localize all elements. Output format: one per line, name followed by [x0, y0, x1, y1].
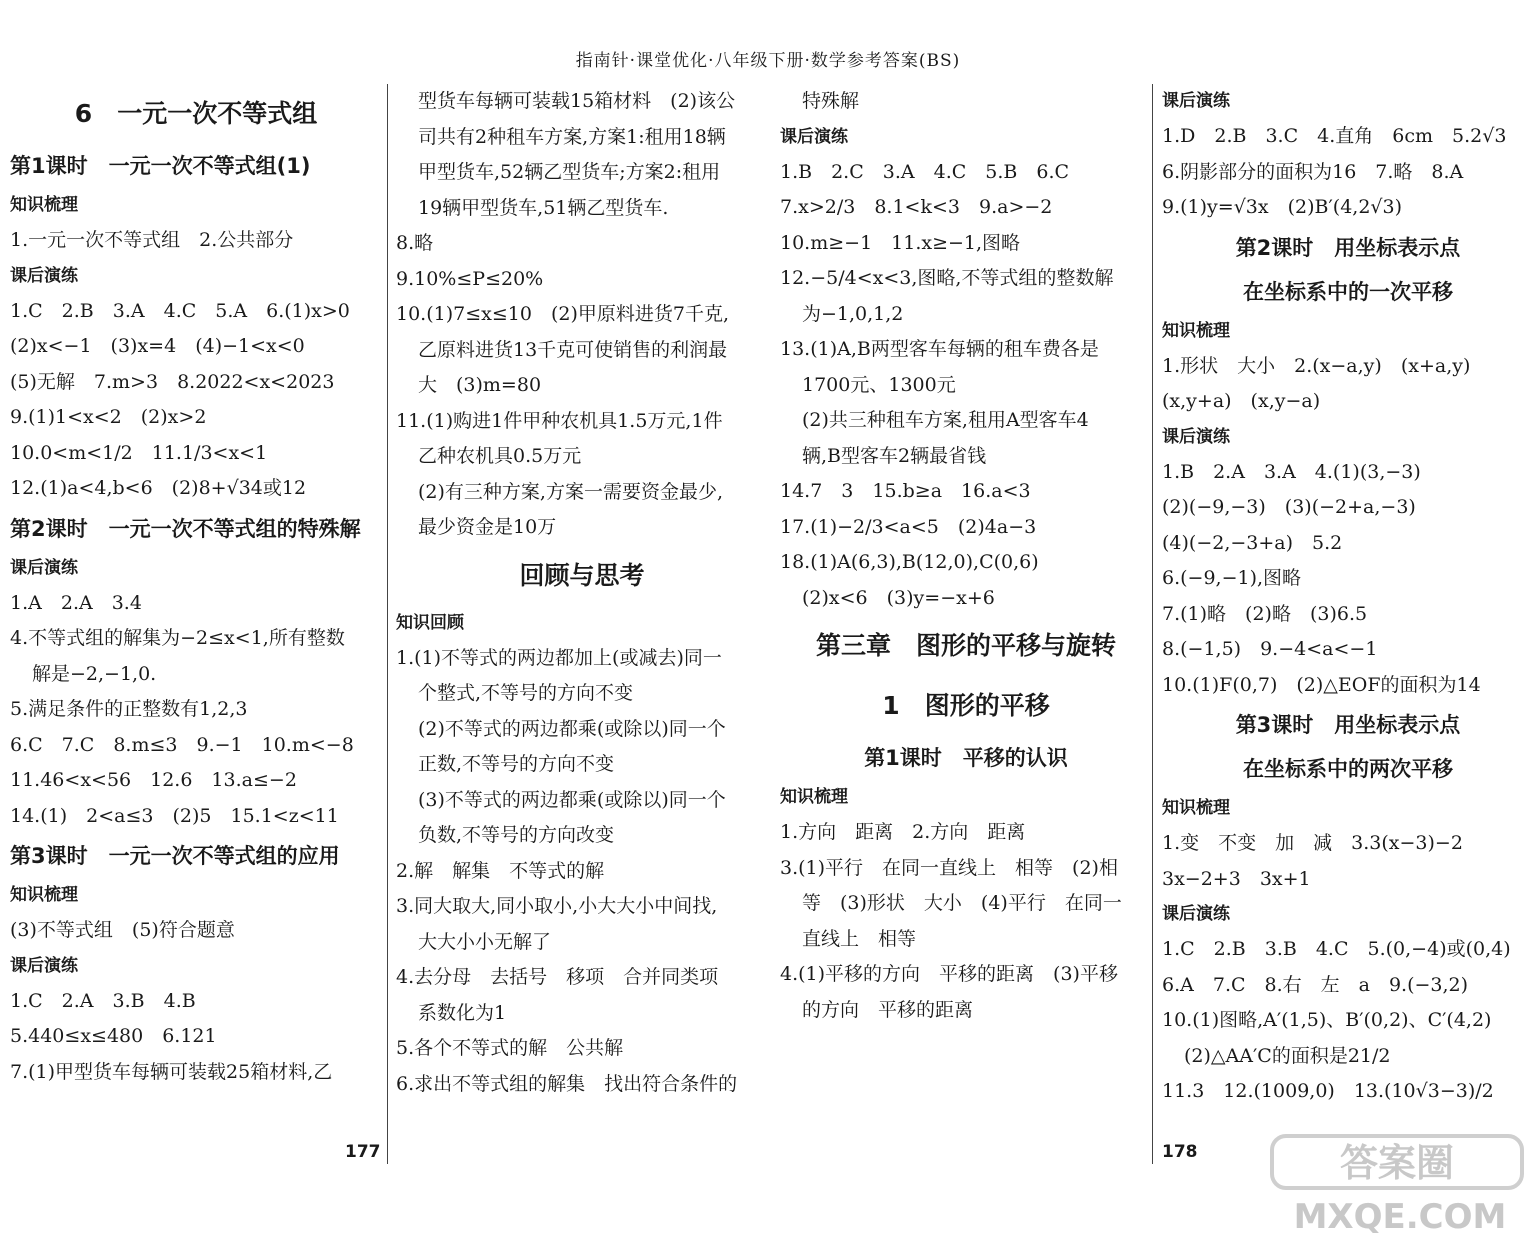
answer-continuation: (2)△AA′C的面积是21/2	[1184, 1044, 1391, 1067]
answer-line: (5)无解 7.m>3 8.2022<x<2023	[10, 370, 335, 393]
answer-line: 4.不等式组的解集为−2≤x<1,所有整数	[10, 627, 345, 649]
answer-line: 1.方向 距离 2.方向 距离	[780, 821, 1026, 843]
answer-continuation: 型货车每辆可装载15箱材料 (2)该公	[418, 90, 736, 112]
subsection-label: 知识梳理	[10, 195, 78, 215]
watermark-text: 答案圈	[1339, 1141, 1455, 1185]
watermark-logo	[1270, 1132, 1532, 1236]
answer-line: 1.D 2.B 3.C 4.直角 6cm 5.2√3	[1162, 125, 1507, 147]
answer-continuation: 乙原料进货13千克可使销售的利润最	[418, 338, 728, 361]
column-divider	[1152, 84, 1153, 1164]
subsection-label: 课后演练	[780, 126, 848, 147]
answer-line: 5.440≤x≤480 6.121	[10, 1025, 217, 1047]
answer-line: (4)(−2,−3+a) 5.2	[1162, 531, 1343, 554]
answer-continuation: 乙种农机具0.5万元	[418, 445, 582, 467]
lesson-heading: 第2课时 用坐标表示点	[1235, 235, 1461, 260]
subsection-label: 课后演练	[1162, 904, 1230, 924]
answer-continuation: (2)共三种租车方案,租用A型客车4	[802, 409, 1089, 431]
answer-line: 8.(−1,5) 9.−4<a<−1	[1162, 638, 1378, 660]
lesson-heading: 第1课时 一元一次不等式组(1)	[10, 154, 311, 178]
answer-continuation: 特殊解	[802, 90, 860, 112]
answer-continuation: 正数,不等号的方向不变	[418, 753, 615, 775]
answer-line: 18.(1)A(6,3),B(12,0),C(0,6)	[780, 551, 1039, 573]
subsection-label: 课后演练	[1162, 426, 1230, 447]
subsection-label: 课后演练	[10, 265, 78, 286]
answer-line: 7.(1)略 (2)略 (3)6.5	[1162, 602, 1368, 625]
answer-continuation: (3)不等式的两边都乘(或除以)同一个	[418, 788, 726, 811]
subsection-label: 课后演练	[10, 557, 78, 578]
answer-continuation: (2)不等式的两边都乘(或除以)同一个	[418, 717, 726, 740]
answer-line: 12.−5/4<x<3,图略,不等式组的整数解	[780, 267, 1114, 289]
subsection-label: 知识梳理	[1162, 320, 1230, 341]
answer-line: 1.A 2.A 3.4	[10, 591, 142, 614]
answer-line: 8.略	[396, 232, 434, 254]
page-number-left: 177	[345, 1142, 381, 1162]
answer-line: 10.(1)图略,A′(1,5)、B′(0,2)、C′(4,2)	[1162, 1009, 1492, 1031]
answer-continuation: 等 (3)形状 大小 (4)平行 在同一	[802, 892, 1122, 914]
answer-continuation: 的方向 平移的距离	[802, 998, 974, 1021]
answer-line: 10.m≥−1 11.x≥−1,图略	[780, 231, 1021, 254]
answer-line: (2)(−9,−3) (3)(−2+a,−3)	[1162, 496, 1416, 518]
section-heading: 第三章 图形的平移与旋转	[815, 631, 1116, 660]
answer-continuation: 负数,不等号的方向改变	[418, 824, 615, 846]
answer-continuation: 系数化为1	[418, 1001, 507, 1024]
answer-continuation: 直线上 相等	[802, 927, 917, 950]
answer-line: 1.B 2.A 3.A 4.(1)(3,−3)	[1162, 460, 1421, 483]
answer-line: 6.求出不等式组的解集 找出符合条件的	[396, 1072, 738, 1095]
subsection-label: 课后演练	[10, 955, 78, 976]
answer-line: 10.(1)7≤x≤10 (2)甲原料进货7千克,	[396, 303, 729, 325]
answer-line: 1.C 2.A 3.B 4.B	[10, 989, 196, 1012]
answer-continuation: 个整式,不等号的方向不变	[418, 682, 634, 704]
answer-continuation: 司共有2种租车方案,方案1:租用18辆	[418, 125, 726, 148]
answer-line: 5.各个不等式的解 公共解	[396, 1037, 624, 1059]
answer-line: 1.变 不变 加 减 3.3(x−3)−2	[1162, 832, 1463, 854]
page-number-right: 178	[1162, 1142, 1198, 1162]
answer-continuation: 大 (3)m=80	[418, 374, 542, 396]
answer-line: 11.(1)购进1件甲种农机具1.5万元,1件	[396, 409, 723, 432]
answer-continuation: 甲型货车,52辆乙型货车;方案2:租用	[418, 161, 721, 183]
answer-continuation: 辆,B型客车2辆最省钱	[802, 444, 987, 467]
lesson-heading: 在坐标系中的两次平移	[1243, 757, 1453, 781]
section-heading: 回顾与思考	[519, 560, 645, 590]
answer-line: 6.C 7.C 8.m≤3 9.−1 10.m<−8	[10, 733, 354, 756]
answer-line: 7.x>2/3 8.1<k<3 9.a>−2	[780, 196, 1053, 218]
answer-line: 4.(1)平移的方向 平移的距离 (3)平移	[780, 963, 1118, 985]
section-heading: 1 图形的平移	[882, 691, 1050, 720]
answer-continuation: 1700元、1300元	[802, 373, 956, 396]
subsection-label: 课后演练	[1162, 91, 1230, 111]
answer-line: 17.(1)−2/3<a<5 (2)4a−3	[780, 515, 1037, 538]
subsection-label: 知识梳理	[1162, 798, 1230, 818]
watermark-url: MXQE.COM	[1293, 1197, 1507, 1236]
answer-continuation: 最少资金是10万	[418, 516, 557, 538]
answer-line: 6.A 7.C 8.右 左 a 9.(−3,2)	[1162, 973, 1469, 996]
answer-line: 3.(1)平行 在同一直线上 相等 (2)相	[780, 856, 1118, 879]
answer-line: 9.(1)1<x<2 (2)x>2	[10, 406, 207, 428]
answer-line: (3)不等式组 (5)符合题意	[10, 919, 235, 941]
answer-line: 13.(1)A,B两型客车每辆的租车费各是	[780, 338, 1099, 360]
answer-continuation: 为−1,0,1,2	[802, 302, 904, 325]
answer-line: 14.7 3 15.b≥a 16.a<3	[780, 480, 1031, 502]
lesson-heading: 第3课时 一元一次不等式组的应用	[10, 844, 340, 868]
answer-line: 14.(1) 2<a≤3 (2)5 15.1<z<11	[10, 804, 339, 827]
subsection-label: 知识梳理	[10, 885, 78, 905]
column-1	[10, 84, 382, 1090]
answer-line: 1.形状 大小 2.(x−a,y) (x+a,y)	[1162, 354, 1471, 377]
column-divider	[387, 84, 388, 1164]
answer-line: 5.满足条件的正整数有1,2,3	[10, 698, 248, 720]
answer-continuation: 解是−2,−1,0.	[32, 662, 157, 685]
column-4	[1162, 84, 1534, 1110]
answer-line: 2.解 解集 不等式的解	[396, 859, 605, 882]
answer-continuation: (2)x<6 (3)y=−x+6	[802, 586, 995, 609]
section-heading: 6 一元一次不等式组	[74, 99, 318, 128]
answer-line: 1.一元一次不等式组 2.公共部分	[10, 229, 294, 251]
answer-line: 6.(−9,−1),图略	[1162, 567, 1302, 589]
column-2	[396, 84, 768, 1102]
answer-line: 1.(1)不等式的两边都加上(或减去)同一	[396, 646, 722, 669]
answer-line: 4.去分母 去括号 移项 合并同类项	[396, 966, 719, 988]
answer-line: 9.10%≤P≤20%	[396, 267, 544, 290]
answer-line: 1.C 2.B 3.B 4.C 5.(0,−4)或(0,4)	[1162, 938, 1511, 960]
answer-line: 6.阴影部分的面积为16 7.略 8.A	[1162, 160, 1464, 183]
lesson-heading: 第1课时 平移的认识	[864, 746, 1068, 770]
answer-line: 10.(1)F(0,7) (2)△EOF的面积为14	[1162, 673, 1481, 696]
answer-line: 1.C 2.B 3.A 4.C 5.A 6.(1)x>0	[10, 299, 350, 322]
answer-line: 10.0<m<1/2 11.1/3<x<1	[10, 441, 268, 464]
subsection-label: 知识梳理	[780, 787, 848, 807]
answer-line: 11.3 12.(1009,0) 13.(10√3−3)/2	[1162, 1080, 1494, 1102]
lesson-heading: 在坐标系中的一次平移	[1243, 279, 1453, 304]
answer-line: 3x−2+3 3x+1	[1162, 867, 1311, 890]
answer-continuation: 19辆甲型货车,51辆乙型货车.	[418, 196, 669, 219]
lesson-heading: 第3课时 用坐标表示点	[1235, 713, 1461, 737]
answer-line: 12.(1)a<4,b<6 (2)8+√34或12	[10, 477, 307, 499]
column-3	[780, 84, 1152, 1028]
answer-line: 11.46<x<56 12.6 13.a≤−2	[10, 769, 297, 791]
answer-line: (x,y+a) (x,y−a)	[1162, 390, 1321, 412]
answer-line: (2)x<−1 (3)x=4 (4)−1<x<0	[10, 335, 305, 357]
lesson-heading: 第2课时 一元一次不等式组的特殊解	[10, 516, 361, 541]
answer-continuation: 大大小小无解了	[418, 930, 552, 953]
answer-line: 1.B 2.C 3.A 4.C 5.B 6.C	[780, 160, 1070, 183]
answer-continuation: (2)有三种方案,方案一需要资金最少,	[418, 480, 723, 503]
running-head: 指南针·课堂优化·八年级下册·数学参考答案(BS)	[575, 51, 961, 71]
answer-line: 9.(1)y=√3x (2)B′(4,2√3)	[1162, 196, 1403, 218]
subsection-label: 知识回顾	[396, 612, 464, 633]
answer-line: 3.同大取大,同小取小,小大大小中间找,	[396, 895, 718, 917]
answer-line: 7.(1)甲型货车每辆可装载25箱材料,乙	[10, 1060, 333, 1083]
